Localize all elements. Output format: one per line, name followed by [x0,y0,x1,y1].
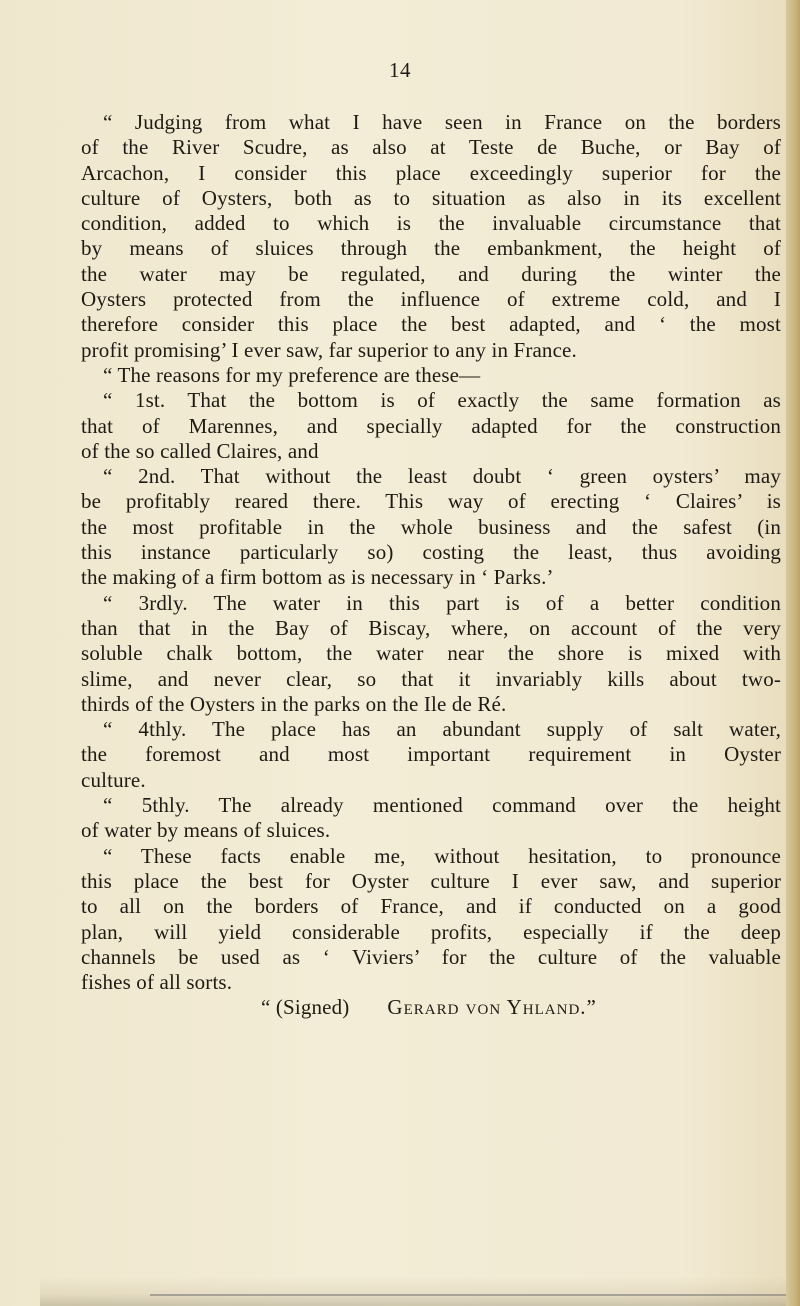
text-line: therefore consider this place the best adapted, and ‘ the most [81,312,781,337]
text-line: fishes of all sorts. [81,970,233,995]
text-line: that of Marennes, and specially adapted for the construction [81,413,781,438]
text-line: “ Judging from what I have seen in France on the borders [103,110,781,134]
text-line: channels be used as ‘ Viviers’ for the culture of the valuable [81,944,781,969]
text-line: of the River Scudre, as also at Teste de Buche, or Bay of [81,135,781,160]
page-number: 14 [389,58,411,82]
text-line: soluble chalk bottom, the water near the shore is mixed with [81,641,781,666]
text-line: “ 1st. That the bottom is of exactly the same formation as [103,388,781,413]
text-line: plan, will yield considerable profits, especially if the deep [81,919,781,944]
text-line: the water may be regulated, and during the winter the [81,261,781,286]
text-line: by means of sluices through the embankment, the height of [81,236,781,261]
text-line: profit promising’ I ever saw, far superior to any in France. [81,337,577,362]
text-line: than that in the Bay of Biscay, where, on account of the very [81,615,781,640]
text-line: the most profitable in the whole business and the safest (in [81,514,781,539]
text-line: the foremost and most important requirement in Oyster [81,742,781,767]
text-line: “ The reasons for my preference are these— [103,362,481,387]
text-line: Arcachon, I consider this place exceedingly superior for the [81,160,781,185]
text-line: the making of a firm bottom as is necessary in ‘ Parks.’ [81,565,554,590]
signature-line [81,995,781,1020]
text-line: thirds of the Oysters in the parks on the Ile de Ré. [81,691,507,716]
letter-body [81,110,781,1021]
signature-name: Gerard von Yhland.” [387,995,597,1020]
text-line: “ These facts enable me, without hesitation, to pronounce [103,843,781,868]
text-line: this instance particularly so) costing the least, thus avoiding [81,540,781,565]
text-line: “ 3rdly. The water in this part is of a better condition [103,590,781,615]
text-line: slime, and never clear, so that it invariably kills about two- [81,666,781,691]
text-line: this place the best for Oyster culture I ever saw, and superior [81,868,781,893]
text-line: “ 2nd. That without the least doubt ‘ green oysters’ may [103,464,781,489]
text-line: of water by means of sluices. [81,818,331,843]
page-bottom-rule [150,1294,786,1296]
text-line: culture of Oysters, both as to situation as also in its excellent [81,185,781,210]
text-line: “ 5thly. The already mentioned command over the height [103,793,781,818]
text-line: Oysters protected from the influence of extreme cold, and I [81,287,781,312]
page-bottom-shadow [40,1276,786,1306]
text-line: be profitably reared there. This way of erecting ‘ Claires’ is [81,489,781,514]
page-edge [786,0,800,1306]
text-line: culture. [81,767,146,792]
text-line: to all on the borders of France, and if conducted on a good [81,894,781,919]
text-line: condition, added to which is the invaluable circumstance that [81,211,781,236]
text-line: “ 4thly. The place has an abundant supply of salt water, [103,717,781,742]
signature-prefix: “ (Signed) [261,995,350,1020]
text-line: of the so called Claires, and [81,438,319,463]
